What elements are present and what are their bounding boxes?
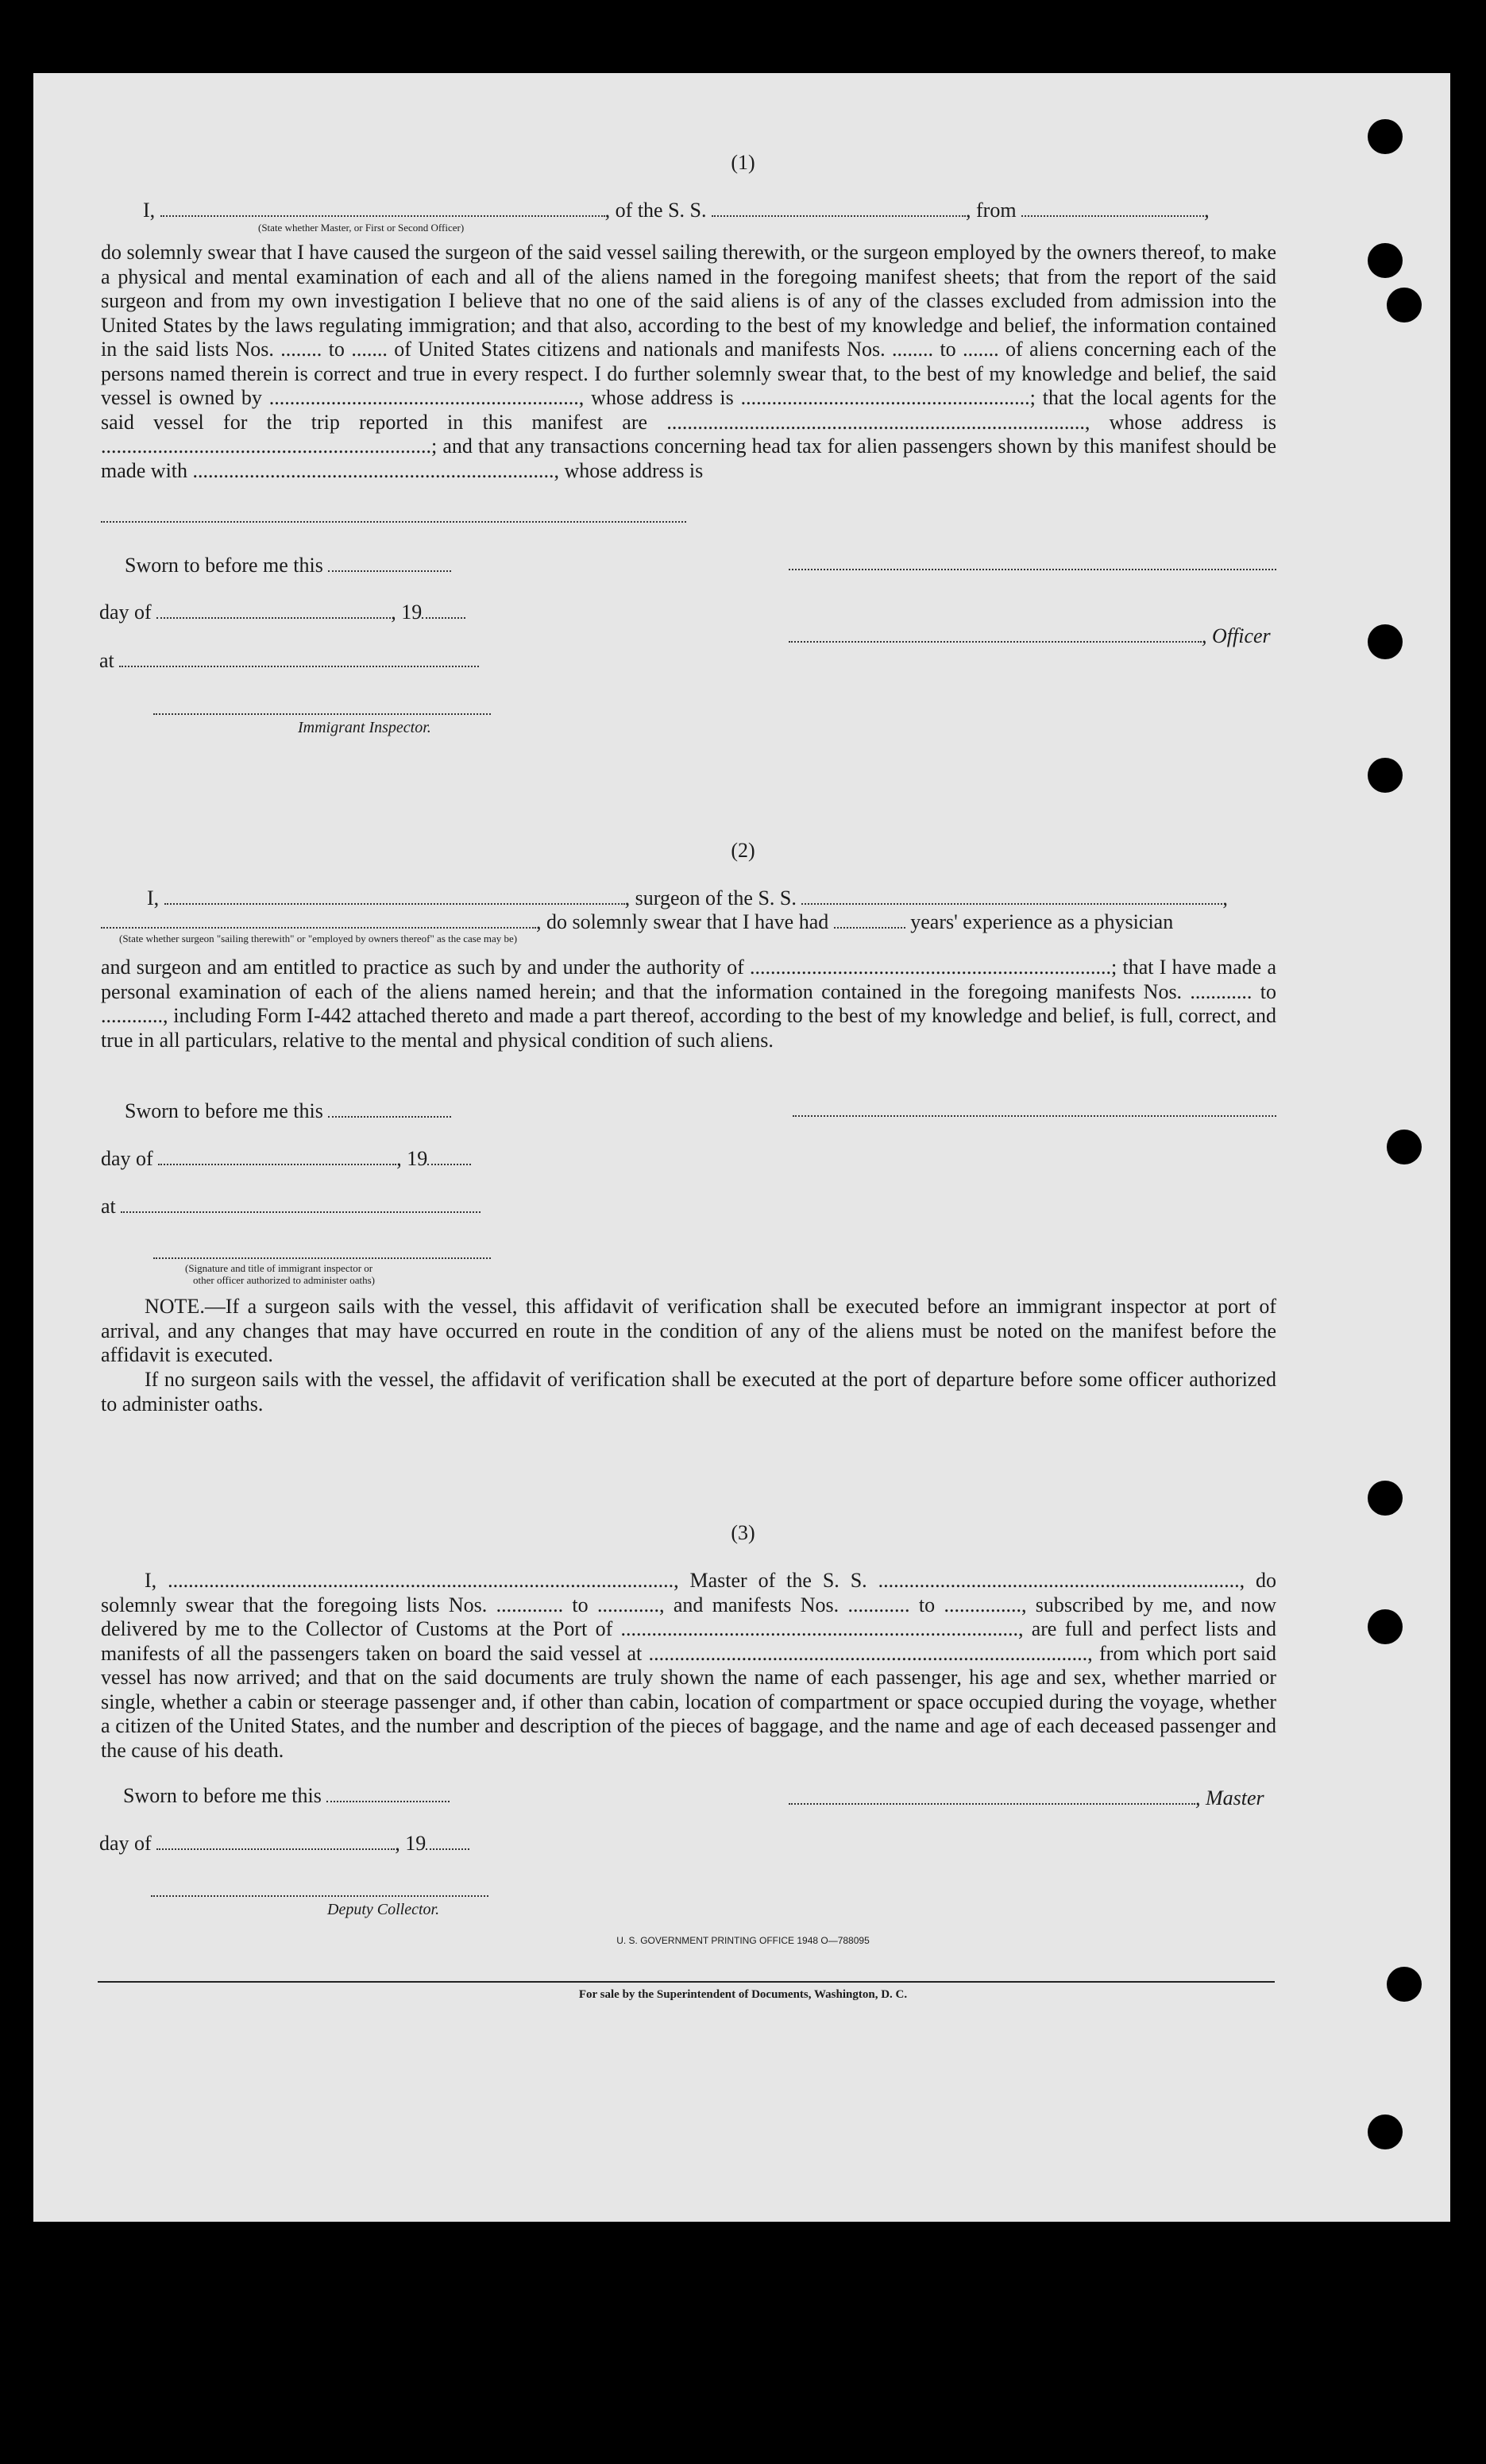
punch-hole <box>1387 1130 1422 1164</box>
master-name-blank[interactable] <box>160 199 605 217</box>
sworn-date-blank[interactable] <box>328 554 451 572</box>
day-line-1 <box>99 601 465 624</box>
from-port-blank[interactable] <box>1021 199 1204 217</box>
surgeon-name-blank[interactable] <box>164 887 625 905</box>
at-label: at <box>99 649 114 672</box>
master-line <box>789 1786 1264 1810</box>
years-blank[interactable] <box>834 911 905 929</box>
punch-hole <box>1368 2114 1403 2149</box>
master-signature-line[interactable] <box>789 569 1276 570</box>
at-label: at <box>101 1195 116 1218</box>
year-blank[interactable] <box>422 601 465 619</box>
at-place-blank[interactable] <box>121 1195 481 1213</box>
punch-hole <box>1368 119 1403 154</box>
officer-line <box>789 624 1271 648</box>
sworn-label: Sworn to before me this <box>123 1784 322 1807</box>
day-line-3 <box>99 1832 469 1856</box>
section-3-number: (3) <box>731 1521 755 1544</box>
no-surgeon-note: If no surgeon sails with the vessel, the affidavit of verification shall be executed at the port of departure before some officer authorized to administer oaths. <box>101 1368 1276 1415</box>
section-3-body: I, .................................................................................................., Master of the S. S. ......................................................................, do solemnly swear that the foregoing lists Nos. ............. to ............, and manifests Nos. ............ to ..............., subscribed by me, and now delivered by me to the Collector of Customs at the Port of ............................................................................., are full and perfect lists and manifests of all the passengers taken on board the said vessel at ....................................................................................., from which port said vessel has now arrived; and that on the said documents are truly shown the name of each passenger, his age and sex, whether married or single, whether a cabin or steerage passenger and, if other than cabin, location of compartment or space occupied during the voyage, whether a citizen of the United States, and the number and description of the pieces of baggage, and the name and age of each deceased passenger and the cause of his death. <box>101 1569 1276 1762</box>
year-blank[interactable] <box>427 1148 471 1165</box>
year-blank[interactable] <box>426 1833 469 1850</box>
inspector-signature-line[interactable] <box>153 1257 491 1259</box>
note-label: NOTE. <box>145 1295 205 1318</box>
section-1-first-line <box>143 199 1210 222</box>
month-blank[interactable] <box>158 1148 396 1165</box>
section-2-first-line <box>147 886 1228 910</box>
master-label: , Master <box>1195 1786 1264 1809</box>
i-label: I, <box>147 886 160 910</box>
officer-label: , Officer <box>1202 624 1271 647</box>
section-2-second-line <box>101 910 1173 934</box>
day-of-label: day of <box>99 601 152 624</box>
footer-rule <box>98 1981 1275 1983</box>
comma: , <box>1204 199 1210 222</box>
punch-hole <box>1368 624 1403 659</box>
day-of-label: day of <box>101 1147 153 1170</box>
year-label: , 19 <box>396 1147 428 1170</box>
punch-hole <box>1387 288 1422 322</box>
section-2-body: and surgeon and am entitled to practice as such by and under the authority of ......................................................................; that I have made a personal examination of each of the aliens named herein; and that the information contained in the foregoing manifests Nos. ............ to ............, including Form I-442 attached thereto and made a part thereof, according to the best of my knowledge and belief, is full, correct, and true in all particulars, relative to the mental and physical condition of such aliens. <box>101 956 1276 1052</box>
swear-label: , do solemnly swear that I have had <box>536 910 829 933</box>
day-line-2 <box>101 1147 471 1171</box>
immigrant-inspector-caption: Immigrant Inspector. <box>298 719 431 736</box>
comma: , <box>1222 886 1228 910</box>
at-line-2 <box>101 1195 481 1218</box>
collector-signature-line[interactable] <box>151 1895 488 1897</box>
surgeon-signature-line[interactable] <box>793 1115 1276 1117</box>
punch-hole <box>1368 1481 1403 1516</box>
of-ss-label: , of the S. S. <box>604 199 707 222</box>
inspector-signature-line[interactable] <box>153 713 491 715</box>
vessel-name-blank[interactable] <box>801 887 1222 905</box>
punch-hole <box>1368 1609 1403 1644</box>
master-signature-blank[interactable] <box>789 1787 1195 1805</box>
i-label: I, <box>143 199 156 222</box>
punch-hole <box>1368 758 1403 793</box>
sworn-label: Sworn to before me this <box>125 1099 323 1122</box>
address-blank-line[interactable] <box>101 521 686 523</box>
year-label: , 19 <box>391 601 423 624</box>
for-sale-notice: For sale by the Superintendent of Documents, Washington, D. C. <box>578 1988 908 2001</box>
month-blank[interactable] <box>156 601 391 619</box>
section-2-number: (2) <box>731 839 755 862</box>
surgeon-note <box>101 1295 1276 1368</box>
surgeon-status-blank[interactable] <box>101 911 536 929</box>
signature-note-1: (Signature and title of immigrant inspector or <box>185 1262 373 1274</box>
surgeon-label: , surgeon of the S. S. <box>624 886 797 910</box>
deputy-collector-caption: Deputy Collector. <box>327 1901 440 1918</box>
signature-note-2: other officer authorized to administer oaths) <box>193 1274 375 1286</box>
year-label: , 19 <box>395 1832 427 1855</box>
sworn-line-2 <box>125 1099 451 1123</box>
sworn-line-1 <box>125 554 451 577</box>
day-of-label: day of <box>99 1832 152 1855</box>
from-label: , from <box>966 199 1017 222</box>
sworn-date-blank[interactable] <box>326 1785 450 1802</box>
printing-office-imprint: U. S. GOVERNMENT PRINTING OFFICE 1948 O—788095 <box>616 1935 870 1946</box>
vessel-name-blank[interactable] <box>712 199 966 217</box>
note-text: —If a surgeon sails with the vessel, this affidavit of verification shall be executed before an immigrant inspector at port of arrival, and any changes that may have occurred en route in the condition of any of the aliens must be noted on the manifest before the affidavit is executed. <box>101 1295 1276 1366</box>
officer-signature-blank[interactable] <box>789 625 1202 643</box>
years-experience-label: years' experience as a physician <box>910 910 1174 933</box>
master-rank-note: (State whether Master, or First or Second Officer) <box>258 222 465 234</box>
month-blank[interactable] <box>156 1833 395 1850</box>
punch-hole <box>1368 243 1403 278</box>
sworn-line-3 <box>123 1784 450 1808</box>
section-1-number: (1) <box>731 151 755 174</box>
surgeon-status-note: (State whether surgeon "sailing therewith" or "employed by owners thereof" as the case may be) <box>119 933 518 944</box>
section-1-body: do solemnly swear that I have caused the surgeon of the said vessel sailing therewith, or the surgeon employed by the owners thereof, to make a physical and mental examination of each and all of the aliens named in the foregoing manifest sheets; that from the report of the said surgeon and from my own investigation I believe that no one of the said aliens is of any of the classes excluded from admission into the United States by the laws regulating immigration; and that also, according to the best of my knowledge and belief, the information contained in the said lists Nos. ........ to ....... of United States citizens and nationals and manifests Nos. ........ to ....... of aliens concerning each of the persons named therein is correct and true in every respect. I do further solemnly swear that, to the best of my knowledge and belief, the said vessel is owned by ............................................................, whose address is ........................................................; that the local agents for the said vessel for the trip reported in this manifest are ................................................................................., whose address is ................................................................; and that any transactions concerning head tax for alien passengers shown by this manifest should be made with ......................................................................, whose address is <box>101 241 1276 482</box>
at-place-blank[interactable] <box>119 650 479 667</box>
sworn-date-blank[interactable] <box>328 1100 451 1118</box>
at-line-1 <box>99 649 479 673</box>
sworn-label: Sworn to before me this <box>125 554 323 577</box>
